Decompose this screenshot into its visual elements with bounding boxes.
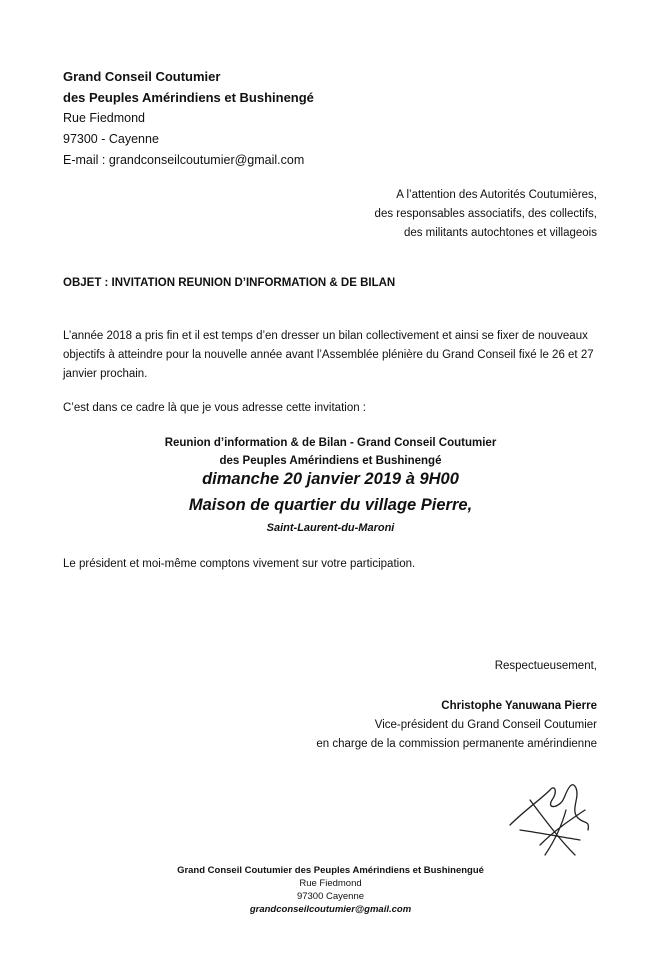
- recipient-line2: des responsables associatifs, des collectifs,: [374, 208, 597, 220]
- signatory-role2: en charge de la commission permanente amérindienne: [316, 738, 597, 750]
- footer-city: 97300 Cayenne: [296, 891, 365, 902]
- sender-city: 97300 - Cayenne: [63, 132, 159, 146]
- body-paragraph-3: Le président et moi-même comptons vivement sur votre participation.: [63, 558, 416, 570]
- letter-subject: OBJET : INVITATION REUNION D’INFORMATION & DE BILAN: [63, 277, 396, 289]
- body-paragraph-2: C’est dans ce cadre là que je vous adresse cette invitation :: [63, 402, 367, 414]
- sender-address-block: [63, 66, 314, 171]
- signatory-role1: Vice-président du Grand Conseil Coutumier: [374, 719, 597, 731]
- recipient-line1: A l’attention des Autorités Coutumières,: [396, 189, 597, 201]
- footer-block: [0, 864, 661, 916]
- footer-email: grandconseilcoutumier@gmail.com: [249, 904, 412, 915]
- sender-email: E-mail : grandconseilcoutumier@gmail.com: [63, 153, 305, 167]
- invitation-title-line1: Reunion d’information & de Bilan - Grand Conseil Coutumier: [164, 437, 497, 449]
- sender-org-line1: Grand Conseil Coutumier: [63, 69, 221, 84]
- sender-street: Rue Fiedmond: [63, 111, 145, 125]
- invitation-date: dimanche 20 janvier 2019 à 9H00: [202, 470, 459, 488]
- footer-street: Rue Fiedmond: [299, 878, 362, 889]
- signatory-block: [217, 697, 597, 754]
- handwritten-signature: [500, 770, 595, 860]
- invitation-place: Maison de quartier du village Pierre,: [188, 496, 473, 514]
- recipient-block: [267, 186, 597, 243]
- closing-salutation: Respectueusement,: [494, 660, 597, 672]
- invitation-title: [0, 434, 661, 470]
- body-paragraph-1: L’année 2018 a pris fin et il est temps d’en dresser un bilan collectivement et ainsi se fixer de nouveaux objectifs à atteindre pour la nouvelle année avant l’Assemblée plénière du Grand Conseil fixé le 26 et 27 janvier prochain.: [63, 330, 594, 380]
- invitation-town: Saint-Laurent-du-Maroni: [266, 522, 395, 534]
- signature-stroke: [510, 785, 588, 855]
- recipient-line3: des militants autochtones et villageois: [403, 227, 597, 239]
- footer-org: Grand Conseil Coutumier des Peuples Amérindiens et Bushinengué: [177, 865, 484, 876]
- sender-org-line2: des Peuples Amérindiens et Bushinengé: [63, 90, 314, 105]
- invitation-title-line2: des Peuples Amérindiens et Bushinengé: [219, 455, 442, 467]
- signatory-name: Christophe Yanuwana Pierre: [441, 700, 597, 712]
